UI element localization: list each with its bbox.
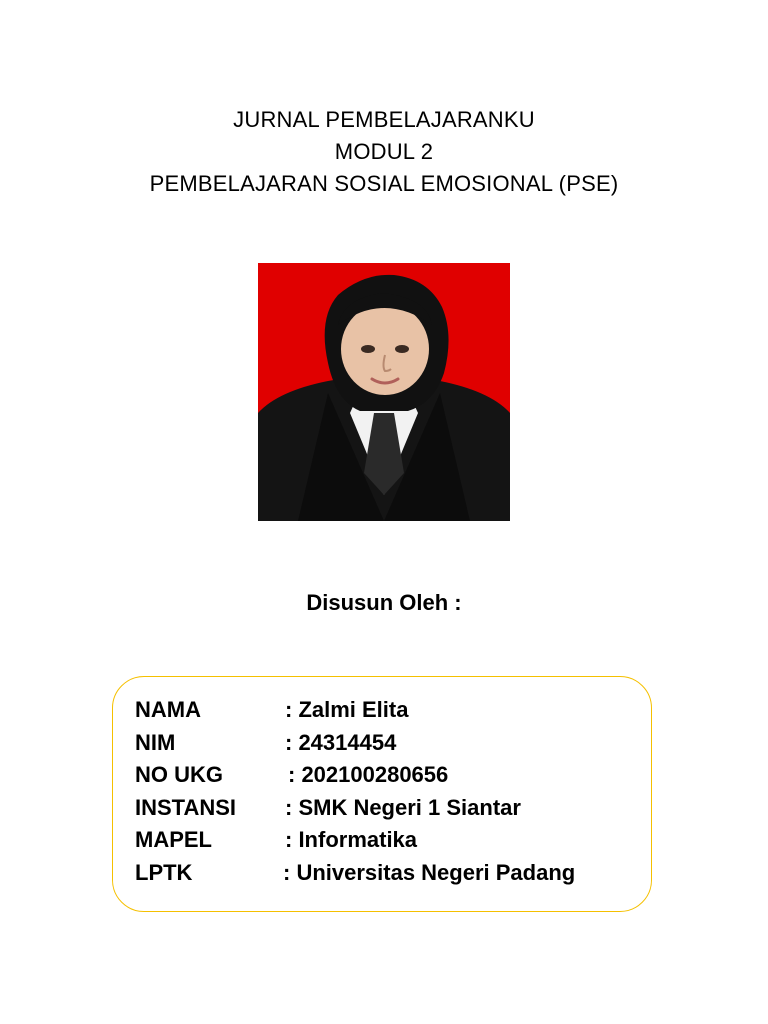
info-row-nama [135, 694, 655, 727]
info-key: INSTANSI [135, 794, 237, 820]
info-row-nim [135, 727, 655, 760]
info-value: : 202100280656 [288, 762, 449, 788]
author-label: Disusun Oleh : [306, 590, 462, 615]
info-value: : SMK Negeri 1 Siantar [285, 794, 521, 820]
info-row-lptk [135, 857, 655, 890]
author-photo [258, 263, 510, 521]
info-key: NO UKG [135, 762, 223, 788]
info-key: NIM [135, 729, 176, 755]
info-key: LPTK [135, 859, 193, 885]
info-row-mapel [135, 824, 655, 857]
title-block [0, 104, 768, 200]
info-row-instansi [135, 792, 655, 825]
info-rows [135, 694, 655, 890]
info-key: NAMA [135, 697, 201, 722]
info-value: : Informatika [285, 827, 418, 853]
info-value: : Zalmi Elita [285, 697, 409, 722]
title-line-3: PEMBELAJARAN SOSIAL EMOSIONAL (PSE) [149, 171, 619, 196]
title-line-2: MODUL 2 [334, 139, 434, 164]
title-line-1: JURNAL PEMBELAJARANKU [233, 107, 535, 132]
info-value: : 24314454 [285, 729, 397, 755]
info-value: : Universitas Negeri Padang [283, 859, 576, 885]
info-row-no-ukg [135, 759, 655, 792]
info-key: MAPEL [135, 827, 212, 853]
